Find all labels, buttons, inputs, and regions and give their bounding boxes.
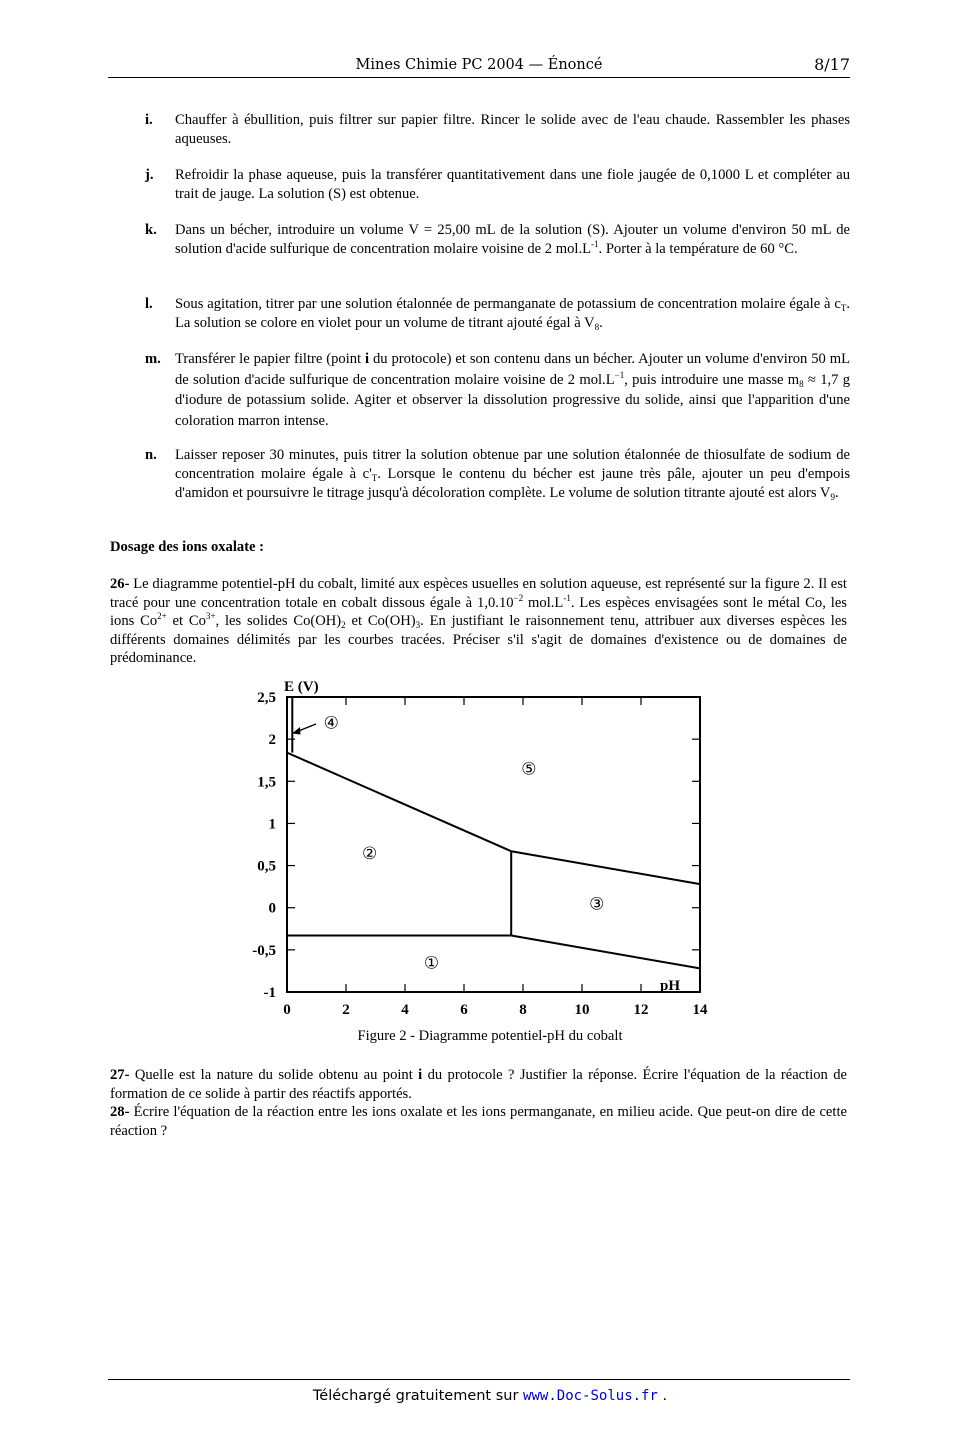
footer-text: Téléchargé gratuitement sur	[312, 1388, 524, 1404]
question-26: 26- Le diagramme potentiel-pH du cobalt, limité aux espèces usuelles en solution aqueuse, est représenté sur la figure 2. Il est tracé pour une concentration totale en cobalt dissous égale à $1,0.10^{-2}$ $mol.L^{-1}$. Les espèces envisagées sont le métal Co, les ions $Co^{2+}$ et $Co^{3+}$, les solides $Co(OH)_2$ et $Co(OH)_3$. En justifiant le raisonnement tenu, attribuer aux diverses espèces les différents domaines délimités par les courbes tracées. Préciser s'il s'agit de domaines d'existence ou de domaines de prédominance.	[110, 576, 847, 666]
question-27: 27- Quelle est la nature du solide obtenu au point i du protocole ? Justifier la réponse. Écrire l'équation de la réaction de formation de ce solide à partir des réactifs apportés.	[110, 1067, 847, 1102]
x-tick-label: 6	[460, 1002, 468, 1018]
domain-label: ④	[323, 713, 339, 733]
step-label: m.	[145, 351, 161, 367]
x-tick-label: 10	[574, 1002, 590, 1018]
domain-label: ③	[589, 894, 605, 914]
domain-label: ⑤	[521, 759, 537, 779]
potential-ph-diagram	[240, 676, 720, 1026]
x-tick-label: 0	[283, 1002, 291, 1018]
x-tick-label: 14	[692, 1002, 708, 1018]
step-label: j.	[145, 167, 154, 183]
y-tick-label: 0	[268, 900, 276, 917]
step-text: Refroidir la phase aqueuse, puis la transférer quantitativement dans une fiole jaugée de 0,1000 L et compléter au trait de jauge. La solution (S) est obtenue.	[175, 167, 850, 202]
page-header	[108, 55, 850, 78]
y-tick-label: -1	[263, 985, 276, 1001]
boundary-line	[511, 936, 700, 969]
step-label: k.	[145, 222, 157, 238]
step-j	[145, 166, 850, 204]
y-tick-label: 2	[268, 732, 276, 749]
page-number: 8/17	[814, 55, 850, 74]
boundary-line	[511, 851, 700, 884]
section-title: Dosage des ions oxalate :	[110, 539, 265, 555]
question-28: 28- Écrire l'équation de la réaction entre les ions oxalate et les ions permanganate, en milieu acide. Que peut-on dire de cette réaction ?	[110, 1104, 847, 1139]
footer-divider	[108, 1379, 850, 1380]
x-tick-label: 12	[633, 1002, 649, 1018]
figure-caption: Figure 2 - Diagramme potentiel-pH du cobalt	[357, 1028, 623, 1044]
step-n	[145, 446, 850, 503]
step-i	[145, 111, 850, 149]
x-tick-label: 8	[519, 1002, 527, 1018]
y-tick-label: 1,5	[257, 774, 276, 791]
boundary-line	[287, 753, 511, 852]
x-axis-label: pH	[660, 978, 681, 994]
y-tick-label: 0,5	[257, 858, 276, 875]
domain-label: ②	[361, 843, 378, 863]
step-l	[145, 295, 850, 333]
y-tick-label: -0,5	[252, 942, 276, 959]
page-footer	[0, 1388, 980, 1404]
step-k	[145, 221, 850, 259]
step-m	[145, 349, 850, 431]
x-tick-label: 2	[342, 1002, 350, 1018]
y-axis-label: E (V)	[284, 679, 319, 695]
domain-4-arrow	[292, 724, 316, 735]
header-title: Mines Chimie PC 2004 — Énoncé	[355, 57, 603, 73]
step-text: Chauffer à ébullition, puis filtrer sur papier filtre. Rincer le solide avec de l'eau chaude. Rassembler les phases aqueuses.	[175, 112, 850, 147]
step-text: Dans un bécher, introduire un volume V = 25,00 mL de la solution (S). Ajouter un volume d'environ 50 mL de solution d'acide sulfurique de concentration molaire voisine de 2 $mol.L^{-1}$. Porter à la température de 60 °C.	[175, 222, 850, 257]
step-text: Laisser reposer 30 minutes, puis titrer la solution obtenue par une solution étalonnée de thiosulfate de sodium de concentration molaire égale à $c'_T$. Lorsque le contenu du bécher est jaune très pâle, ajouter un peu d'empois d'amidon et poursuivre le titrage jusqu'à décoloration complète. Le volume de solution titrante ajouté est alors $V_9$.	[175, 447, 850, 502]
step-label: l.	[145, 296, 153, 312]
step-label: n.	[145, 447, 157, 463]
domain-label: ①	[423, 953, 440, 973]
step-text: Transférer le papier filtre (point i du protocole) et son contenu dans un bécher. Ajouter un volume d'environ 50 mL de solution d'acide sulfurique de concentration molaire voisine de 2 $mol.L^{-1}$, puis introduire une masse $m_8 \approx 1,7$ g d'iodure de potassium solide. Agiter et observer la dissolution progressive du solide, ainsi que l'apparition d'une coloration marron intense.	[175, 351, 851, 429]
footer-end: .	[657, 1388, 668, 1404]
y-tick-label: 2,5	[257, 690, 276, 706]
x-tick-label: 4	[401, 1002, 409, 1018]
y-tick-label: 1	[268, 816, 276, 833]
step-text: Sous agitation, titrer par une solution étalonnée de permanganate de potassium de concentration molaire égale à $c_T$. La solution se colore en violet pour un volume de titrant ajouté égal à $V_8$.	[175, 296, 850, 332]
footer-link[interactable]: www.Doc-Solus.fr	[523, 1388, 658, 1404]
step-label: i.	[145, 112, 153, 128]
